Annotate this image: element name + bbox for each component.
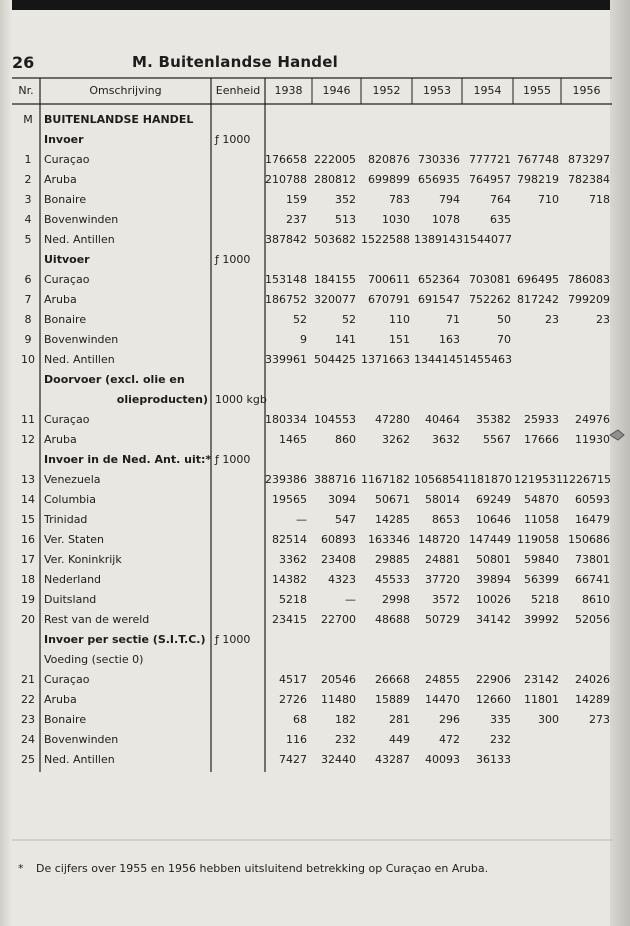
- table-cell: 296: [439, 713, 460, 726]
- table-cell: 5218: [531, 593, 559, 606]
- table-row: [0, 750, 630, 770]
- table-cell: 10646: [476, 513, 511, 526]
- table-cell: 232: [490, 733, 511, 746]
- row-number: 25: [21, 753, 35, 766]
- table-row: [0, 290, 630, 310]
- row-description: Ver. Koninkrijk: [44, 553, 122, 566]
- table-cell: 14470: [425, 693, 460, 706]
- table-row: [0, 550, 630, 570]
- row-description: Bovenwinden: [44, 333, 119, 346]
- table-row: [0, 310, 630, 330]
- header-year: 1954: [473, 84, 502, 97]
- row-description: Ver. Staten: [44, 533, 105, 546]
- table-cell: 11058: [524, 513, 559, 526]
- row-description: Curaçao: [44, 413, 90, 426]
- table-cell: 387842: [265, 233, 307, 246]
- row-description: Venezuela: [44, 473, 101, 486]
- table-cell: 24026: [575, 673, 610, 686]
- row-description: Duitsland: [44, 593, 97, 606]
- table-cell: 12660: [476, 693, 511, 706]
- row-number: 9: [24, 333, 32, 346]
- row-unit: ƒ 1000: [215, 453, 251, 466]
- row-description: Aruba: [44, 173, 77, 186]
- table-cell: 783: [389, 193, 410, 206]
- table-row: [0, 570, 630, 590]
- table-cell: 11480: [321, 693, 356, 706]
- table-cell: 16479: [575, 513, 610, 526]
- table-cell: 22906: [476, 673, 511, 686]
- table-cell: 70: [497, 333, 511, 346]
- page-number: 26: [12, 53, 35, 72]
- header-nr: Nr.: [18, 84, 34, 97]
- row-description: Bonaire: [44, 193, 87, 206]
- table-cell: 19565: [272, 493, 307, 506]
- row-unit: ƒ 1000: [215, 133, 251, 146]
- row-description: Curaçao: [44, 153, 90, 166]
- table-cell: 151: [389, 333, 410, 346]
- row-description: Doorvoer (excl. olie en: [44, 373, 185, 386]
- table-cell: 20546: [321, 673, 356, 686]
- table-row: [0, 270, 630, 290]
- row-description: Uitvoer: [44, 253, 90, 266]
- table-cell: 1078: [432, 213, 460, 226]
- table-cell: 116: [286, 733, 307, 746]
- header-year: 1938: [274, 84, 303, 97]
- table-cell: 58014: [425, 493, 460, 506]
- row-number: 1: [24, 153, 32, 166]
- table-cell: 237: [286, 213, 307, 226]
- table-cell: 798219: [517, 173, 559, 186]
- row-number: 7: [24, 293, 32, 306]
- header-year: 1952: [372, 84, 401, 97]
- table-cell: 45533: [375, 573, 410, 586]
- table-cell: 504425: [314, 353, 356, 366]
- table-row: [0, 210, 630, 230]
- row-description: olieproducten): [116, 393, 208, 406]
- table-cell: 82514: [272, 533, 307, 546]
- row-description: Nederland: [44, 573, 102, 586]
- table-cell: 14285: [375, 513, 410, 526]
- table-cell: 48688: [375, 613, 410, 626]
- row-number: 19: [21, 593, 35, 606]
- table-cell: 794: [439, 193, 460, 206]
- row-description: Ned. Antillen: [44, 353, 115, 366]
- table-cell: 15889: [375, 693, 410, 706]
- header-year: 1946: [322, 84, 351, 97]
- table-cell: 50801: [476, 553, 511, 566]
- row-unit: ƒ 1000: [215, 633, 251, 646]
- table-row: [0, 670, 630, 690]
- table-row: [0, 590, 630, 610]
- table-cell: 25933: [524, 413, 559, 426]
- table-cell: 186752: [265, 293, 307, 306]
- table-cell: 11930: [575, 433, 610, 446]
- table-cell: 71: [446, 313, 460, 326]
- row-unit: ƒ 1000: [215, 253, 251, 266]
- row-description: Invoer per sectie (S.I.T.C.): [44, 633, 206, 646]
- header-year: 1956: [572, 84, 601, 97]
- table-row: [0, 250, 630, 270]
- table-cell: 1371663: [361, 353, 410, 366]
- table-cell: 8610: [582, 593, 610, 606]
- table-cell: 1465: [279, 433, 307, 446]
- table-cell: 1389143: [414, 233, 463, 246]
- row-description: Trinidad: [44, 513, 88, 526]
- header-year: 1955: [523, 84, 551, 97]
- row-number: 17: [21, 553, 35, 566]
- table-cell: 320077: [314, 293, 356, 306]
- table-cell: 9: [300, 333, 307, 346]
- row-number: 10: [21, 353, 35, 366]
- table-cell: 300: [538, 713, 559, 726]
- table-cell: 47280: [375, 413, 410, 426]
- row-description: Aruba: [44, 693, 77, 706]
- table-cell: 60893: [321, 533, 356, 546]
- table-cell: 29885: [375, 553, 410, 566]
- table-cell: 35382: [476, 413, 511, 426]
- row-number: 22: [21, 693, 35, 706]
- table-cell: 43287: [375, 753, 410, 766]
- row-number: 8: [24, 313, 32, 326]
- table-cell: —: [296, 513, 307, 526]
- row-number: 5: [24, 233, 32, 246]
- table-row: [0, 170, 630, 190]
- table-cell: 635: [490, 213, 511, 226]
- table-cell: 23142: [524, 673, 559, 686]
- table-cell: 36133: [476, 753, 511, 766]
- table-cell: 281: [389, 713, 410, 726]
- row-number: 21: [21, 673, 35, 686]
- table-cell: 40093: [425, 753, 460, 766]
- footnote-text: De cijfers over 1955 en 1956 hebben uitsluitend betrekking op Curaçao en Aruba.: [36, 862, 489, 875]
- table-cell: 730336: [418, 153, 460, 166]
- table-cell: 388716: [314, 473, 356, 486]
- table-cell: 180334: [265, 413, 307, 426]
- row-description: Aruba: [44, 433, 77, 446]
- table-cell: 141: [335, 333, 356, 346]
- row-description: Curaçao: [44, 273, 90, 286]
- table-cell: 7427: [279, 753, 307, 766]
- table-cell: 163: [439, 333, 460, 346]
- table-row: [0, 350, 630, 370]
- table-cell: 3572: [432, 593, 460, 606]
- table-cell: 110: [389, 313, 410, 326]
- table-cell: 54870: [524, 493, 559, 506]
- table-row: [0, 710, 630, 730]
- row-description: Curaçao: [44, 673, 90, 686]
- table-cell: 652364: [418, 273, 460, 286]
- table-cell: 153148: [265, 273, 307, 286]
- table-cell: 703081: [469, 273, 511, 286]
- table-cell: 39894: [476, 573, 511, 586]
- row-number: 16: [21, 533, 35, 546]
- table-cell: 14289: [575, 693, 610, 706]
- table-cell: 710: [538, 193, 559, 206]
- row-number: M: [23, 113, 33, 126]
- table-row: [0, 190, 630, 210]
- row-number: 14: [21, 493, 35, 506]
- table-cell: 50671: [375, 493, 410, 506]
- header-unit: Eenheid: [215, 84, 261, 97]
- table-cell: 182: [335, 713, 356, 726]
- row-number: 4: [24, 213, 32, 226]
- table-row: [0, 150, 630, 170]
- table-cell: 14382: [272, 573, 307, 586]
- table-cell: 449: [389, 733, 410, 746]
- row-description: Voeding (sectie 0): [44, 653, 144, 666]
- row-number: 3: [24, 193, 32, 206]
- table-cell: 52: [293, 313, 307, 326]
- table-cell: 691547: [418, 293, 460, 306]
- table-cell: 50729: [425, 613, 460, 626]
- table-row: [0, 490, 630, 510]
- table-cell: 339961: [265, 353, 307, 366]
- table-cell: 23415: [272, 613, 307, 626]
- row-number: 2: [24, 173, 32, 186]
- table-cell: 696495: [517, 273, 559, 286]
- row-description: Invoer in de Ned. Ant. uit:*: [44, 453, 212, 466]
- table-cell: 59840: [524, 553, 559, 566]
- table-cell: 5567: [483, 433, 511, 446]
- row-description: Rest van de wereld: [44, 613, 150, 626]
- table-row: [0, 130, 630, 150]
- table-row: [0, 390, 630, 410]
- table-cell: 24881: [425, 553, 460, 566]
- table-cell: 1544077: [463, 233, 512, 246]
- table-cell: 39992: [524, 613, 559, 626]
- table-cell: 1522588: [361, 233, 410, 246]
- table-row: [0, 330, 630, 350]
- table-cell: 503682: [314, 233, 356, 246]
- row-description: Invoer: [44, 133, 84, 146]
- table-cell: 718: [589, 193, 610, 206]
- row-description: Ned. Antillen: [44, 753, 115, 766]
- table-cell: 4323: [328, 573, 356, 586]
- row-number: 6: [24, 273, 32, 286]
- table-row: [0, 530, 630, 550]
- table-cell: 11801: [524, 693, 559, 706]
- table-row: [0, 730, 630, 750]
- table-cell: 150686: [568, 533, 610, 546]
- table-cell: 60593: [575, 493, 610, 506]
- row-number: 12: [21, 433, 35, 446]
- table-row: [0, 410, 630, 430]
- table-cell: 37720: [425, 573, 460, 586]
- table-cell: 817242: [517, 293, 559, 306]
- table-cell: 148720: [418, 533, 460, 546]
- table-cell: 73801: [575, 553, 610, 566]
- table-cell: 799209: [568, 293, 610, 306]
- table-cell: 335: [490, 713, 511, 726]
- row-number: 24: [21, 733, 35, 746]
- table-cell: 3262: [382, 433, 410, 446]
- table-cell: 176658: [265, 153, 307, 166]
- table-cell: 52: [342, 313, 356, 326]
- table-cell: 22700: [321, 613, 356, 626]
- table-cell: 147449: [469, 533, 511, 546]
- table-cell: 1455463: [463, 353, 512, 366]
- table-cell: 786083: [568, 273, 610, 286]
- table-cell: 8653: [432, 513, 460, 526]
- table-cell: 280812: [314, 173, 356, 186]
- table-cell: 239386: [265, 473, 307, 486]
- table-cell: 764957: [469, 173, 511, 186]
- table-cell: 767748: [517, 153, 559, 166]
- row-number: 23: [21, 713, 35, 726]
- table-cell: 68: [293, 713, 307, 726]
- table-cell: 670791: [368, 293, 410, 306]
- table-cell: 820876: [368, 153, 410, 166]
- table-cell: 40464: [425, 413, 460, 426]
- table-cell: 1030: [382, 213, 410, 226]
- table-cell: 104553: [314, 413, 356, 426]
- scan-top-border: [0, 0, 630, 10]
- table-cell: 23408: [321, 553, 356, 566]
- table-cell: 210788: [265, 173, 307, 186]
- row-unit: 1000 kgb: [215, 393, 267, 406]
- table-cell: 159: [286, 193, 307, 206]
- table-cell: 699899: [368, 173, 410, 186]
- table-cell: 26668: [375, 673, 410, 686]
- row-number: 11: [21, 413, 35, 426]
- table-cell: 656935: [418, 173, 460, 186]
- table-cell: 752262: [469, 293, 511, 306]
- row-number: 13: [21, 473, 35, 486]
- table-cell: 2726: [279, 693, 307, 706]
- table-cell: 513: [335, 213, 356, 226]
- table-row: [0, 430, 630, 450]
- table-cell: 1167182: [361, 473, 410, 486]
- table-cell: 24976: [575, 413, 610, 426]
- table-cell: 4517: [279, 673, 307, 686]
- row-description: Columbia: [44, 493, 96, 506]
- table-row: [0, 690, 630, 710]
- row-description: BUITENLANDSE HANDEL: [44, 113, 194, 126]
- table-row: [0, 450, 630, 470]
- table-row: [0, 610, 630, 630]
- row-description: Aruba: [44, 293, 77, 306]
- table-cell: 3632: [432, 433, 460, 446]
- table-cell: —: [345, 593, 356, 606]
- table-cell: 3362: [279, 553, 307, 566]
- table-cell: 2998: [382, 593, 410, 606]
- table-cell: 472: [439, 733, 460, 746]
- row-description: Bonaire: [44, 313, 87, 326]
- paper-clip-icon: [608, 428, 626, 442]
- table-cell: 1226715: [562, 473, 611, 486]
- table-cell: 764: [490, 193, 511, 206]
- table-row: [0, 650, 630, 670]
- table-cell: 50: [497, 313, 511, 326]
- row-number: 15: [21, 513, 35, 526]
- table-cell: 34142: [476, 613, 511, 626]
- table-cell: 163346: [368, 533, 410, 546]
- table-cell: 24855: [425, 673, 460, 686]
- table-cell: 5218: [279, 593, 307, 606]
- table-cell: 66741: [575, 573, 610, 586]
- table-cell: 273: [589, 713, 610, 726]
- table-cell: 17666: [524, 433, 559, 446]
- page-title: M. Buitenlandse Handel: [132, 53, 338, 71]
- table-cell: 222005: [314, 153, 356, 166]
- table-row: [0, 230, 630, 250]
- table-cell: 1181870: [463, 473, 512, 486]
- table-cell: 1056854: [414, 473, 463, 486]
- table-cell: 873297: [568, 153, 610, 166]
- row-description: Bovenwinden: [44, 213, 119, 226]
- table-cell: 777721: [469, 153, 511, 166]
- table-cell: 52056: [575, 613, 610, 626]
- table-row: [0, 630, 630, 650]
- table-cell: 860: [335, 433, 356, 446]
- table-cell: 782384: [568, 173, 610, 186]
- row-description: Bonaire: [44, 713, 87, 726]
- table-cell: 32440: [321, 753, 356, 766]
- table-row: [0, 370, 630, 390]
- table-cell: 3094: [328, 493, 356, 506]
- table-cell: 56399: [524, 573, 559, 586]
- row-description: Bovenwinden: [44, 733, 119, 746]
- footnote-marker: *: [18, 862, 24, 875]
- table-cell: 184155: [314, 273, 356, 286]
- table-cell: 119058: [517, 533, 559, 546]
- table-cell: 700611: [368, 273, 410, 286]
- table-row: [0, 110, 630, 130]
- row-description: Ned. Antillen: [44, 233, 115, 246]
- header-description: Omschrijving: [89, 84, 162, 97]
- table-row: [0, 470, 630, 490]
- table-cell: 1219531: [514, 473, 563, 486]
- table-cell: 352: [335, 193, 356, 206]
- table-cell: 23: [545, 313, 559, 326]
- table-cell: 23: [596, 313, 610, 326]
- table-cell: 69249: [476, 493, 511, 506]
- header-year: 1953: [423, 84, 451, 97]
- table-cell: 1344145: [414, 353, 463, 366]
- table-cell: 10026: [476, 593, 511, 606]
- row-number: 20: [21, 613, 35, 626]
- row-number: 18: [21, 573, 35, 586]
- table-cell: 232: [335, 733, 356, 746]
- table-row: [0, 510, 630, 530]
- table-cell: 547: [335, 513, 356, 526]
